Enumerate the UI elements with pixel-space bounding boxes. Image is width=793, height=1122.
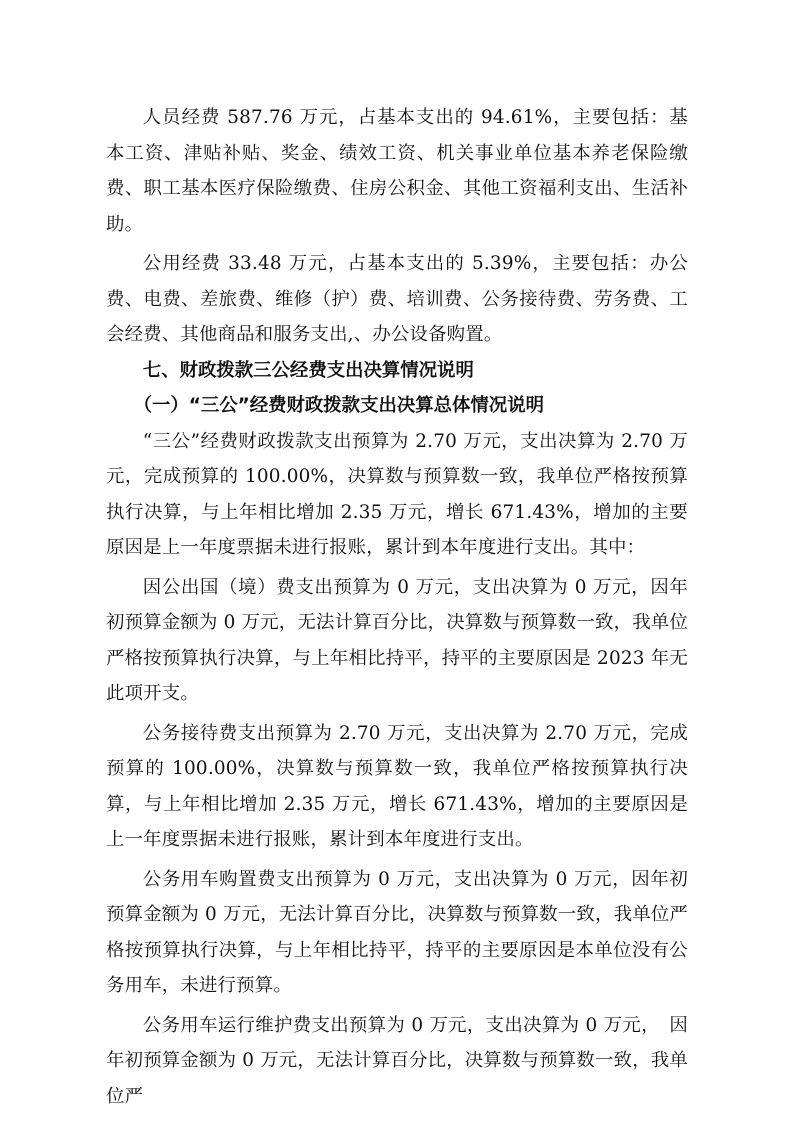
- paragraph-overseas-travel: 因公出国（境）费支出预算为 0 万元，支出决算为 0 万元，因年初预算金额为 0 万元，无法计算百分比，决算数与预算数一致，我单位严格按预算执行决算，与上年相比持平，持平的主要原因是 2023 年无此项开支。: [106, 576, 688, 704]
- document-page: [106, 100, 688, 1114]
- paragraph-vehicle-purchase: 公务用车购置费支出预算为 0 万元，支出决算为 0 万元，因年初预算金额为 0 万元，无法计算百分比，决算数与预算数一致，我单位严格按预算执行决算，与上年相比持平，持平的主要原因是本单位没有公务用车，未进行预算。: [106, 868, 688, 996]
- paragraph-vehicle-operation: 公务用车运行维护费支出预算为 0 万元，支出决算为 0 万元， 因年初预算金额为 0 万元，无法计算百分比，决算数与预算数一致，我单位严: [106, 1014, 688, 1107]
- paragraph-personnel-expenses: 人员经费 587.76 万元，占基本支出的 94.61%，主要包括：基本工资、津贴补贴、奖金、绩效工资、机关事业单位基本养老保险缴费、职工基本医疗保险缴费、住房公积金、其他工资福利支出、生活补助。: [106, 107, 688, 235]
- paragraph-public-expenses: 公用经费 33.48 万元，占基本支出的 5.39%，主要包括：办公费、电费、差旅费、维修（护）费、培训费、公务接待费、劳务费、工会经费、其他商品和服务支出,、办公设备购置。: [106, 253, 688, 345]
- paragraph-official-reception: 公务接待费支出预算为 2.70 万元，支出决算为 2.70 万元，完成预算的 100.00%，决算数与预算数一致，我单位严格按预算执行决算，与上年相比增加 2.35 万元，增长 671.43%，增加的主要原因是上一年度票据未进行报账，累计到本年度进行支出。: [106, 722, 688, 850]
- section-heading: 七、财政拨款三公经费支出决算情况说明: [142, 359, 474, 381]
- paragraph-three-public-overall: “三公”经费财政拨款支出预算为 2.70 万元，支出决算为 2.70 万元，完成预算的 100.00%，决算数与预算数一致，我单位严格按预算执行决算，与上年相比增加 2.35 万元，增长 671.43%，增加的主要原因是上一年度票据未进行报账，累计到本年度进行支出。其中：: [106, 430, 688, 558]
- subsection-heading: （一）“三公”经费财政拨款支出决算总体情况说明: [133, 395, 544, 416]
